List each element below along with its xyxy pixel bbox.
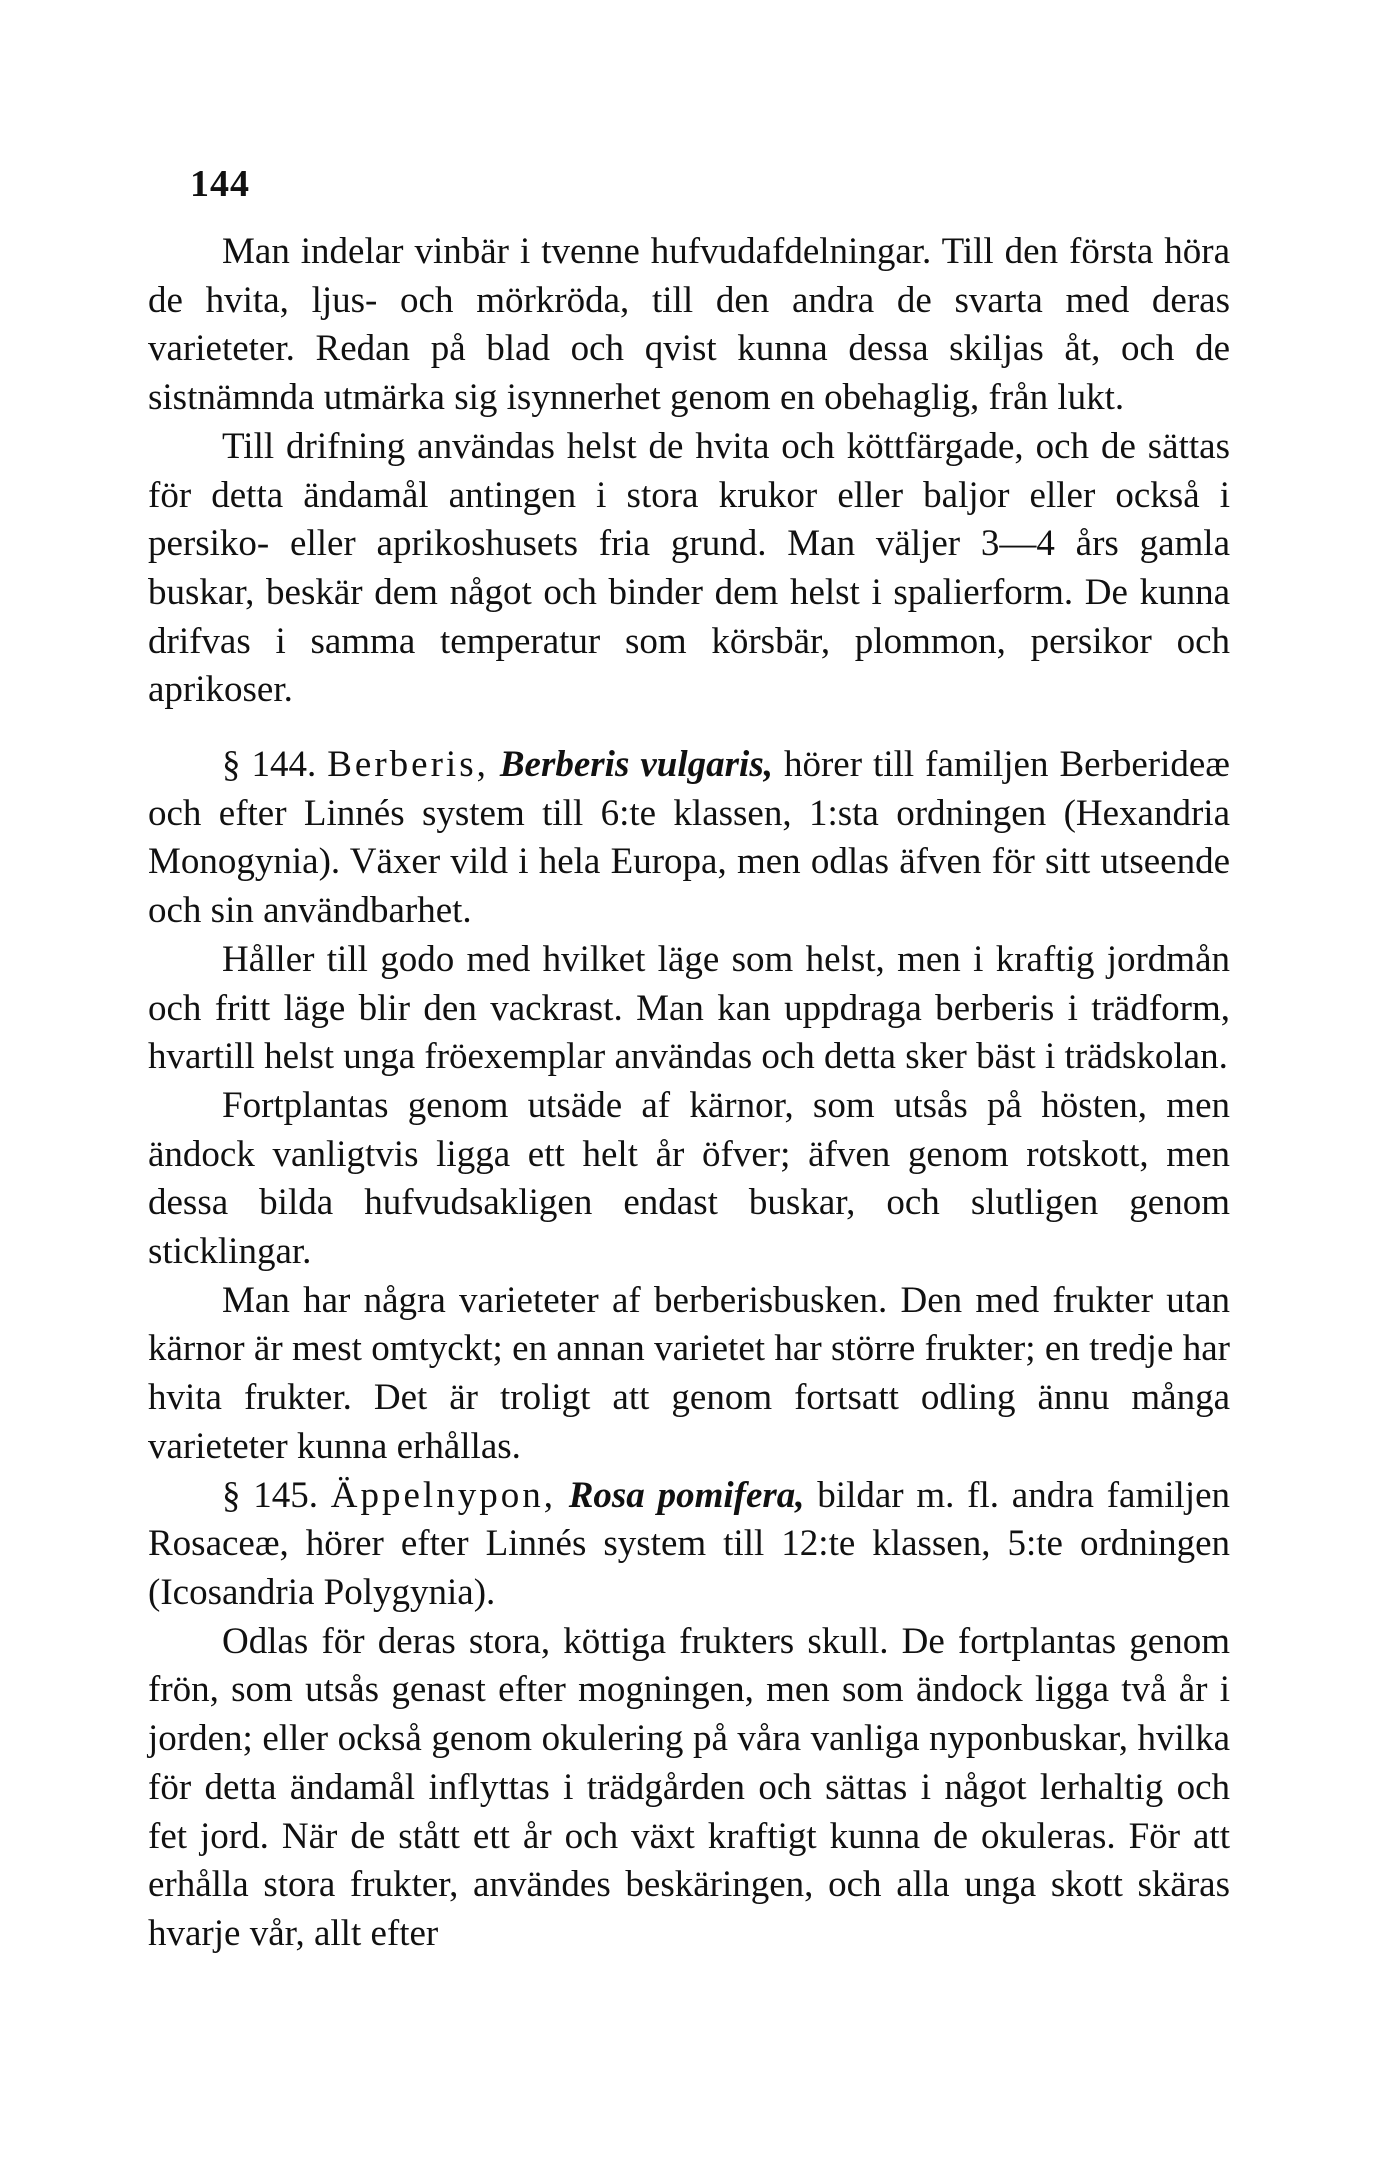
- section-name: Äppelnypon,: [330, 1474, 556, 1516]
- section-number: § 144.: [222, 744, 317, 786]
- page-text: [148, 228, 1230, 1959]
- paragraph: Odlas för deras stora, köttiga frukters skull. De fortplantas genom frön, som utsås genast efter mogningen, men som ändock ligga två år i jorden; eller också genom okulering på våra vanliga nyponbuskar, hvilka för detta ändamål inflyttas i trädgården och sättas i något lerhaltig och fet jord. När de stått ett år och växt kraftigt kunna de okuleras. För att erhålla stora frukter, användes beskäringen, och alla unga skott skäras hvarje vår, allt efter: [148, 1620, 1230, 1954]
- latin-name: Berberis vulgaris,: [499, 744, 773, 786]
- page-number: 144: [190, 163, 250, 205]
- paragraph: Man indelar vinbär i tvenne hufvudafdelningar. Till den första höra de hvita, ljus- och mörkröda, till den andra de svarta med deras varieteter. Redan på blad och qvist kunna dessa skiljas åt, och de sistnämnda utmärka sig isynnerhet genom en obehaglig, från lukt.: [148, 231, 1230, 419]
- section-145-paragraph: [148, 1472, 1230, 1618]
- section-number: § 145.: [222, 1474, 319, 1516]
- section-144-paragraph: [148, 741, 1230, 936]
- paragraph: Man har några varieteter af berberisbusken. Den med frukter utan kärnor är mest omtyckt; en annan varietet har större frukter; en tredje har hvita frukter. Det är troligt att genom fortsatt odling ännu många varieteter kunna erhållas.: [148, 1279, 1230, 1467]
- paragraph: Fortplantas genom utsäde af kärnor, som utsås på hösten, men ändock vanligtvis ligga ett helt år öfver; äfven genom rotskott, men dessa bilda hufvudsakligen endast buskar, och slutligen genom sticklingar.: [148, 1084, 1230, 1273]
- section-text: hörer till familjen Berberideæ och efter Linnés system till 6:te klassen, 1:sta ordningen (Hexandria Monogynia). Växer vild i hela Europa, men odlas äfven för sitt utseende och sin användbarhet.: [148, 744, 1230, 932]
- paragraph: Håller till godo med hvilket läge som helst, men i kraftig jordmån och fritt läge blir den vackrast. Man kan uppdraga berberis i trädform, hvartill helst unga fröexemplar användas och detta sker bäst i trädskolan.: [148, 938, 1230, 1078]
- section-text: bildar m. fl. andra familjen Rosaceæ, hörer efter Linnés system till 12:te klassen, 5:te ordningen (Icosandria Polygynia).: [148, 1474, 1230, 1613]
- section-name: Berberis,: [327, 744, 489, 786]
- paragraph: Till drifning användas helst de hvita och köttfärgade, och de sättas för detta ändamål antingen i stora krukor eller baljor eller också i persiko- eller aprikoshusets fria grund. Man väljer 3—4 års gamla buskar, beskär dem något och binder dem helst i spalierform. De kunna drifvas i samma temperatur som körsbär, plommon, persikor och aprikoser.: [148, 425, 1230, 711]
- latin-name: Rosa pomifera,: [568, 1474, 805, 1516]
